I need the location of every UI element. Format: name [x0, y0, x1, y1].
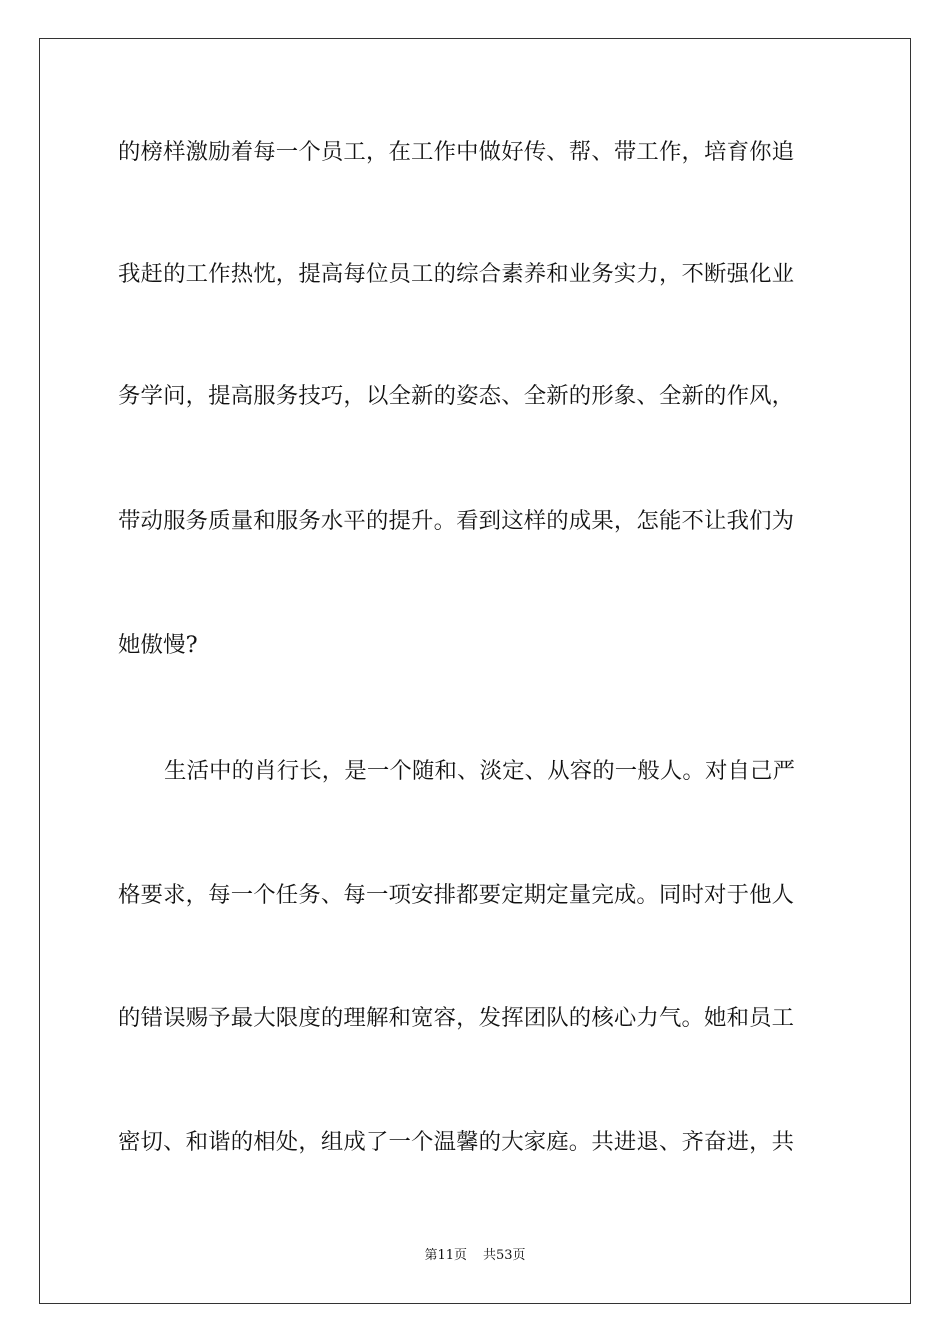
text-line: 我赶的工作热忱，提高每位员工的综合素养和业务实力，不断强化业 [118, 261, 795, 287]
page-number-current: 第11页 [424, 1248, 467, 1263]
page-number-total: 共53页 [483, 1248, 526, 1263]
page-border [39, 38, 911, 1304]
text-line-indented: 生活中的肖行长，是一个随和、淡定、从容的一般人。对自己严 [164, 758, 796, 784]
page-footer [0, 1247, 950, 1265]
text-line: 她傲慢? [118, 632, 198, 658]
text-line: 带动服务质量和服务水平的提升。看到这样的成果，怎能不让我们为 [118, 508, 795, 534]
text-line: 格要求，每一个任务、每一项安排都要定期定量完成。同时对于他人 [118, 882, 795, 908]
text-line: 务学问，提高服务技巧，以全新的姿态、全新的形象、全新的作风， [118, 383, 795, 409]
text-line: 的错误赐予最大限度的理解和宽容，发挥团队的核心力气。她和员工 [118, 1005, 795, 1031]
text-line: 密切、和谐的相处，组成了一个温馨的大家庭。共进退、齐奋进，共 [118, 1129, 795, 1155]
text-line: 的榜样激励着每一个员工，在工作中做好传、帮、带工作，培育你追 [118, 139, 795, 165]
